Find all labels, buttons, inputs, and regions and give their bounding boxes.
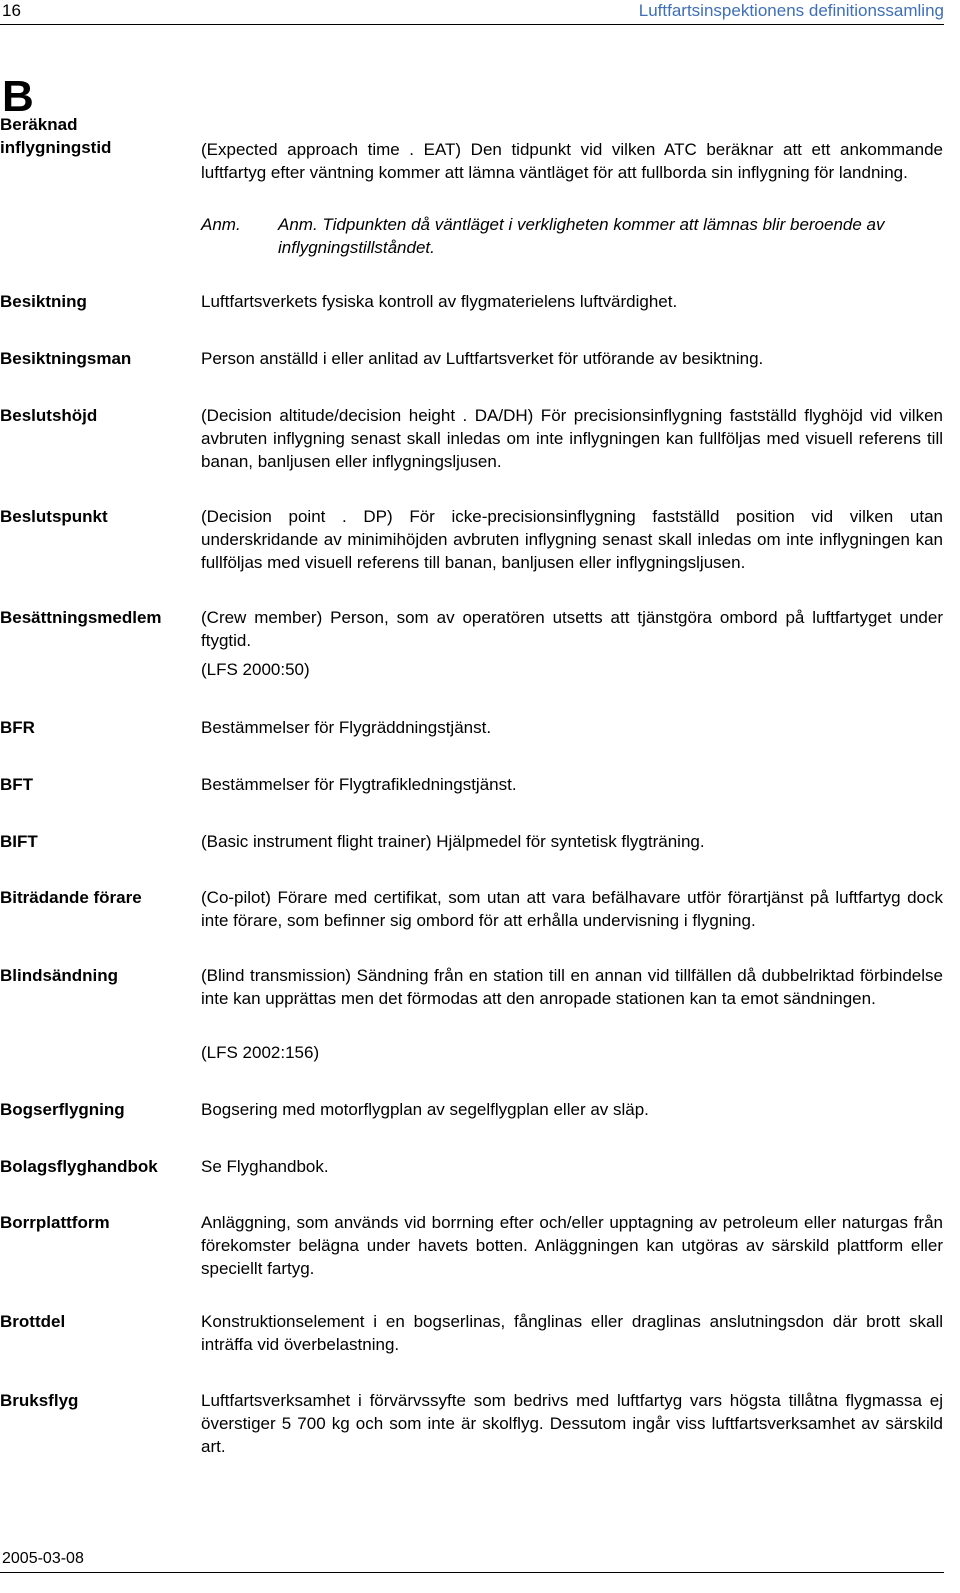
term-bogserflygning: Bogserflygning [0,1100,125,1119]
definition-borrplattform: Anläggning, som används vid borrning efter och/eller upptagning av petroleum eller naturgas från förekomster belägna under havets botten. Anläggningen kan utgöras av särskild plattform eller speciellt fartyg. [201,1213,943,1278]
definition-beslutshojd: (Decision altitude/decision height . DA/DH) För precisionsinflygning fastställd flyghöjd vid vilken avbruten inflygning senast skall inledas om inte inflygningen kan fullföljas med visuell referens till banan, banljusen eller inflygningsljusen. [201,406,943,471]
definition-brottdel: Konstruktionselement i en bogserlinas, fånglinas eller draglinas anslutningsdon där brott skall inträffa vid överbelastning. [201,1312,943,1354]
term-bolagsflyghandbok: Bolagsflyghandbok [0,1157,158,1176]
definition-besiktning: Luftfartsverkets fysiska kontroll av flygmaterielens luftvärdighet. [201,292,678,311]
term-borrplattform: Borrplattform [0,1213,110,1232]
term-bitradande-forare: Biträdande förare [0,888,142,907]
footer-date: 2005-03-08 [2,1550,84,1567]
term-bfr: BFR [0,718,35,737]
term-bift: BIFT [0,832,38,851]
document-title: Luftfartsinspektionens definitionssamling [638,1,944,20]
note-text: Anm. Tidpunkten då väntläget i verkligheten kommer att lämnas blir beroende av inflygningstillståndet. [278,215,885,257]
term-brottdel: Brottdel [0,1312,66,1331]
reference-lfs-2000-50: (LFS 2000:50) [201,660,310,679]
footer-divider [0,1572,944,1573]
definition-bfr: Bestämmelser för Flygräddningstjänst. [201,718,492,737]
term-besiktning: Besiktning [0,292,87,311]
definition-besiktningsman: Person anställd i eller anlitad av Luftfartsverket för utförande av besiktning. [201,349,764,368]
definition-beslutspunkt: (Decision point . DP) För icke-precisionsinflygning fastställd position vid vilken utan underskridande av minimihöjden avbruten inflygning senast skall inledas om inte inflygningen kan fullföljas med visuell referens till banan, banljusen eller inflygningsljusen. [201,507,943,572]
term-besiktningsman: Besiktningsman [0,349,132,368]
page-header [0,0,944,25]
term-bft: BFT [0,775,34,794]
definition-bolagsflyghandbok: Se Flyghandbok. [201,1157,329,1176]
term-beraknad-inflygningstid: Beräknad inflygningstid [0,115,112,157]
term-bruksflyg: Bruksflyg [0,1391,79,1410]
term-blindsandning: Blindsändning [0,966,119,985]
page-number: 16 [2,1,21,20]
term-beslutshojd: Beslutshöjd [0,406,98,425]
note-label: Anm. [201,215,241,234]
definition-bogserflygning: Bogsering med motorflygplan av segelflygplan eller av släp. [201,1100,649,1119]
definition-blindsandning: (Blind transmission) Sändning från en station till en annan vid tillfällen då dubbelriktad förbindelse inte kan upprättas men det förmodas att den anropade stationen kan ta emot sändningen. [201,966,943,1008]
definition-bft: Bestämmelser för Flygtrafikledningstjänst. [201,775,517,794]
term-besattningsmedlem: Besättningsmedlem [0,608,162,627]
definition-beraknad-inflygningstid: (Expected approach time . EAT) Den tidpunkt vid vilken ATC beräknar att ett ankommande luftfartyg efter väntning kommer att lämna väntläget för att fullborda sin inflygning för landning. [201,140,943,182]
definition-bitradande-forare: (Co-pilot) Förare med certifikat, som utan att vara befälhavare utför förartjänst på luftfartyg dock inte förare, som befinner sig ombord för att erhålla undervisning i flygning. [201,888,943,930]
term-beslutspunkt: Beslutspunkt [0,507,108,526]
definition-besattningsmedlem: (Crew member) Person, som av operatören utsetts att tjänstgöra ombord på luftfartyget under ftygtid. [201,608,943,650]
definition-bift: (Basic instrument flight trainer) Hjälpmedel för syntetisk flygträning. [201,832,705,851]
reference-lfs-2002-156: (LFS 2002:156) [201,1043,320,1062]
section-letter: B [2,72,34,121]
definition-bruksflyg: Luftfartsverksamhet i förvärvssyfte som bedrivs med luftfartyg vars högsta tillåtna flygmassa ej överstiger 5 700 kg och som inte är skolflyg. Dessutom ingår viss luftfartsverksamhet av särskild art. [201,1391,943,1456]
